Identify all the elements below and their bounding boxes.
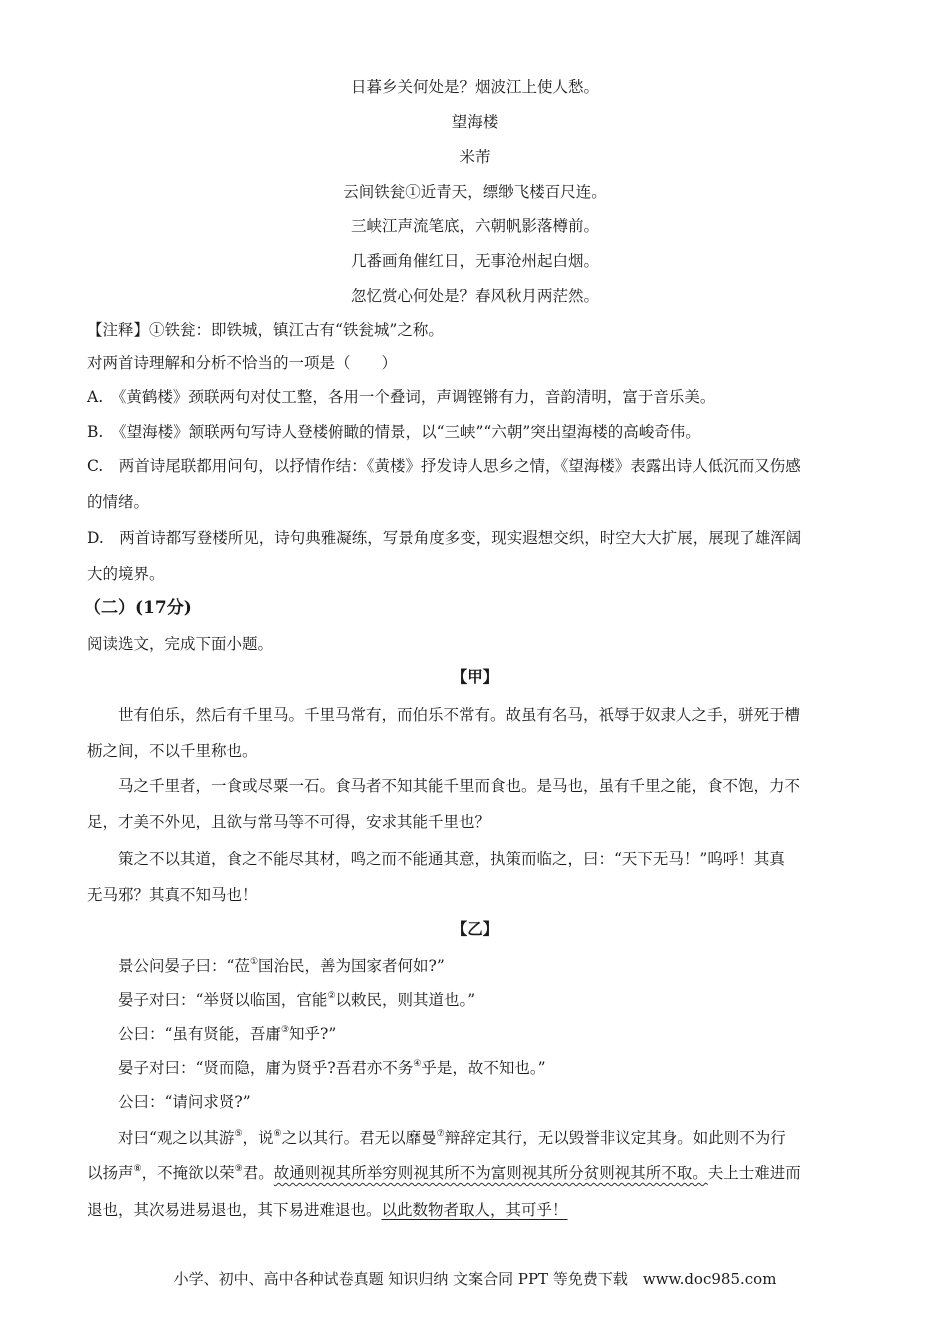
footnote-marker: ⑦: [436, 1129, 445, 1139]
passage-yi-title: 【乙】: [451, 919, 499, 938]
footnote-marker: ⑨: [234, 1164, 243, 1174]
passage-jia-title: 【甲】: [451, 667, 499, 686]
yi-line: 公曰：“虽有贤能，吾庸③知乎?”: [118, 1025, 337, 1043]
footnote-marker: ⑧: [133, 1164, 142, 1174]
jia-line: 策之不以其道，食之不能尽其材，鸣之而不能通其意，执策而临之，曰：“天下无马！”呜呼！其真: [118, 850, 785, 868]
poem1-last-line: 日暮乡关何处是？烟波江上使人愁。: [350, 78, 599, 96]
footnote-marker: ①: [249, 957, 259, 967]
yi-line: 以扬声⑧，不掩欲以荣⑨君。故通则视其所举穷则视其所不为富则视其所分贫则视其所不取。夫上士难进而: [87, 1164, 801, 1182]
option-c-cont: 的情绪。: [87, 493, 150, 511]
jia-line: 世有伯乐，然后有千里马。千里马常有，而伯乐不常有。故虽有名马，祇辱于奴隶人之手，骈死于槽: [118, 706, 801, 724]
footnote-marker: ④: [413, 1059, 422, 1069]
poem2-line: 三峡江声流笔底，六朝帆影落樽前。: [350, 217, 599, 235]
poem2-line: 几番画角催红日，无事沧州起白烟。: [350, 252, 599, 270]
footnote-marker: ⑤: [234, 1129, 243, 1139]
footnote-marker: ②: [327, 991, 336, 1001]
poem2-line: 忽忆赏心何处是？春风秋月两茫然。: [350, 287, 599, 305]
yi-line: 退也，其次易进易退也，其下易进难退也。以此数物者取人，其可乎！: [87, 1201, 568, 1219]
option-a: A. 《黄鹤楼》颈联两句对仗工整，各用一个叠词，声调铿锵有力，音韵清明，富于音乐美。: [87, 388, 716, 406]
option-b: B. 《望海楼》颔联两句写诗人登楼俯瞰的情景，以“三峡”“六朝”突出望海楼的高峻奇伟。: [87, 423, 701, 441]
jia-line: 马之千里者，一食或尽粟一石。食马者不知其能千里而食也。是马也，虽有千里之能，食不饱，力不: [118, 777, 801, 795]
yi-line: 景公问晏子曰：“莅①国治民，善为国家者何如?”: [118, 957, 445, 975]
underlined-sentence: 以此数物者取人，其可乎！: [381, 1201, 568, 1219]
question-stem: 对两首诗理解和分析不恰当的一项是（ ）: [87, 354, 398, 372]
poem2-title: 望海楼: [451, 113, 499, 131]
wavy-underlined-sentence: 故通则视其所举穷则视其所不为富则视其所分贫则视其所不取。: [273, 1164, 708, 1182]
option-d: D. 两首诗都写登楼所见，诗句典雅凝练，写景角度多变，现实遐想交织，时空大大扩展，展现了雄浑阔: [87, 529, 802, 547]
jia-line: 枥之间，不以千里称也。: [87, 742, 258, 760]
yi-line: 公曰：“请问求贤?”: [118, 1093, 251, 1111]
option-d-cont: 大的境界。: [87, 565, 165, 583]
yi-line: 晏子对曰：“贤而隐，庸为贤乎?吾君亦不务④乎是，故不知也。”: [118, 1059, 546, 1077]
footnote-marker: ③: [280, 1025, 290, 1035]
section-instruction: 阅读选文，完成下面小题。: [87, 635, 274, 653]
section-heading: （二）(17分): [84, 598, 192, 618]
footnote-marker: ⑥: [273, 1129, 282, 1139]
poem2-line: 云间铁瓮①近青天，缥缈飞楼百尺连。: [343, 183, 607, 201]
jia-line: 足，才美不外见，且欲与常马等不可得，安求其能千里也？: [87, 813, 491, 831]
yi-line: 晏子对曰：“举贤以临国，官能②以敕民，则其道也。”: [118, 991, 476, 1009]
jia-line: 无马邪？其真不知马也！: [87, 886, 258, 904]
footer-text: 小学、初中、高中各种试卷真题 知识归纳 文案合同 PPT 等免费下载 www.doc985.com: [173, 1270, 777, 1288]
option-c: C. 两首诗尾联都用问句，以抒情作结：《黄楼》抒发诗人思乡之情，《望海楼》表露出诗人低沉而又伤感: [87, 457, 801, 475]
yi-line: 对曰“观之以其游⑤，说⑥之以其行。君无以靡曼⑦辩辞定其行，无以毁誉非议定其身。如此则不为行: [118, 1129, 786, 1147]
poem2-author: 米芾: [459, 148, 491, 166]
annotation-note: 【注释】①铁瓮：即铁城，镇江古有“铁瓮城”之称。: [87, 321, 444, 339]
